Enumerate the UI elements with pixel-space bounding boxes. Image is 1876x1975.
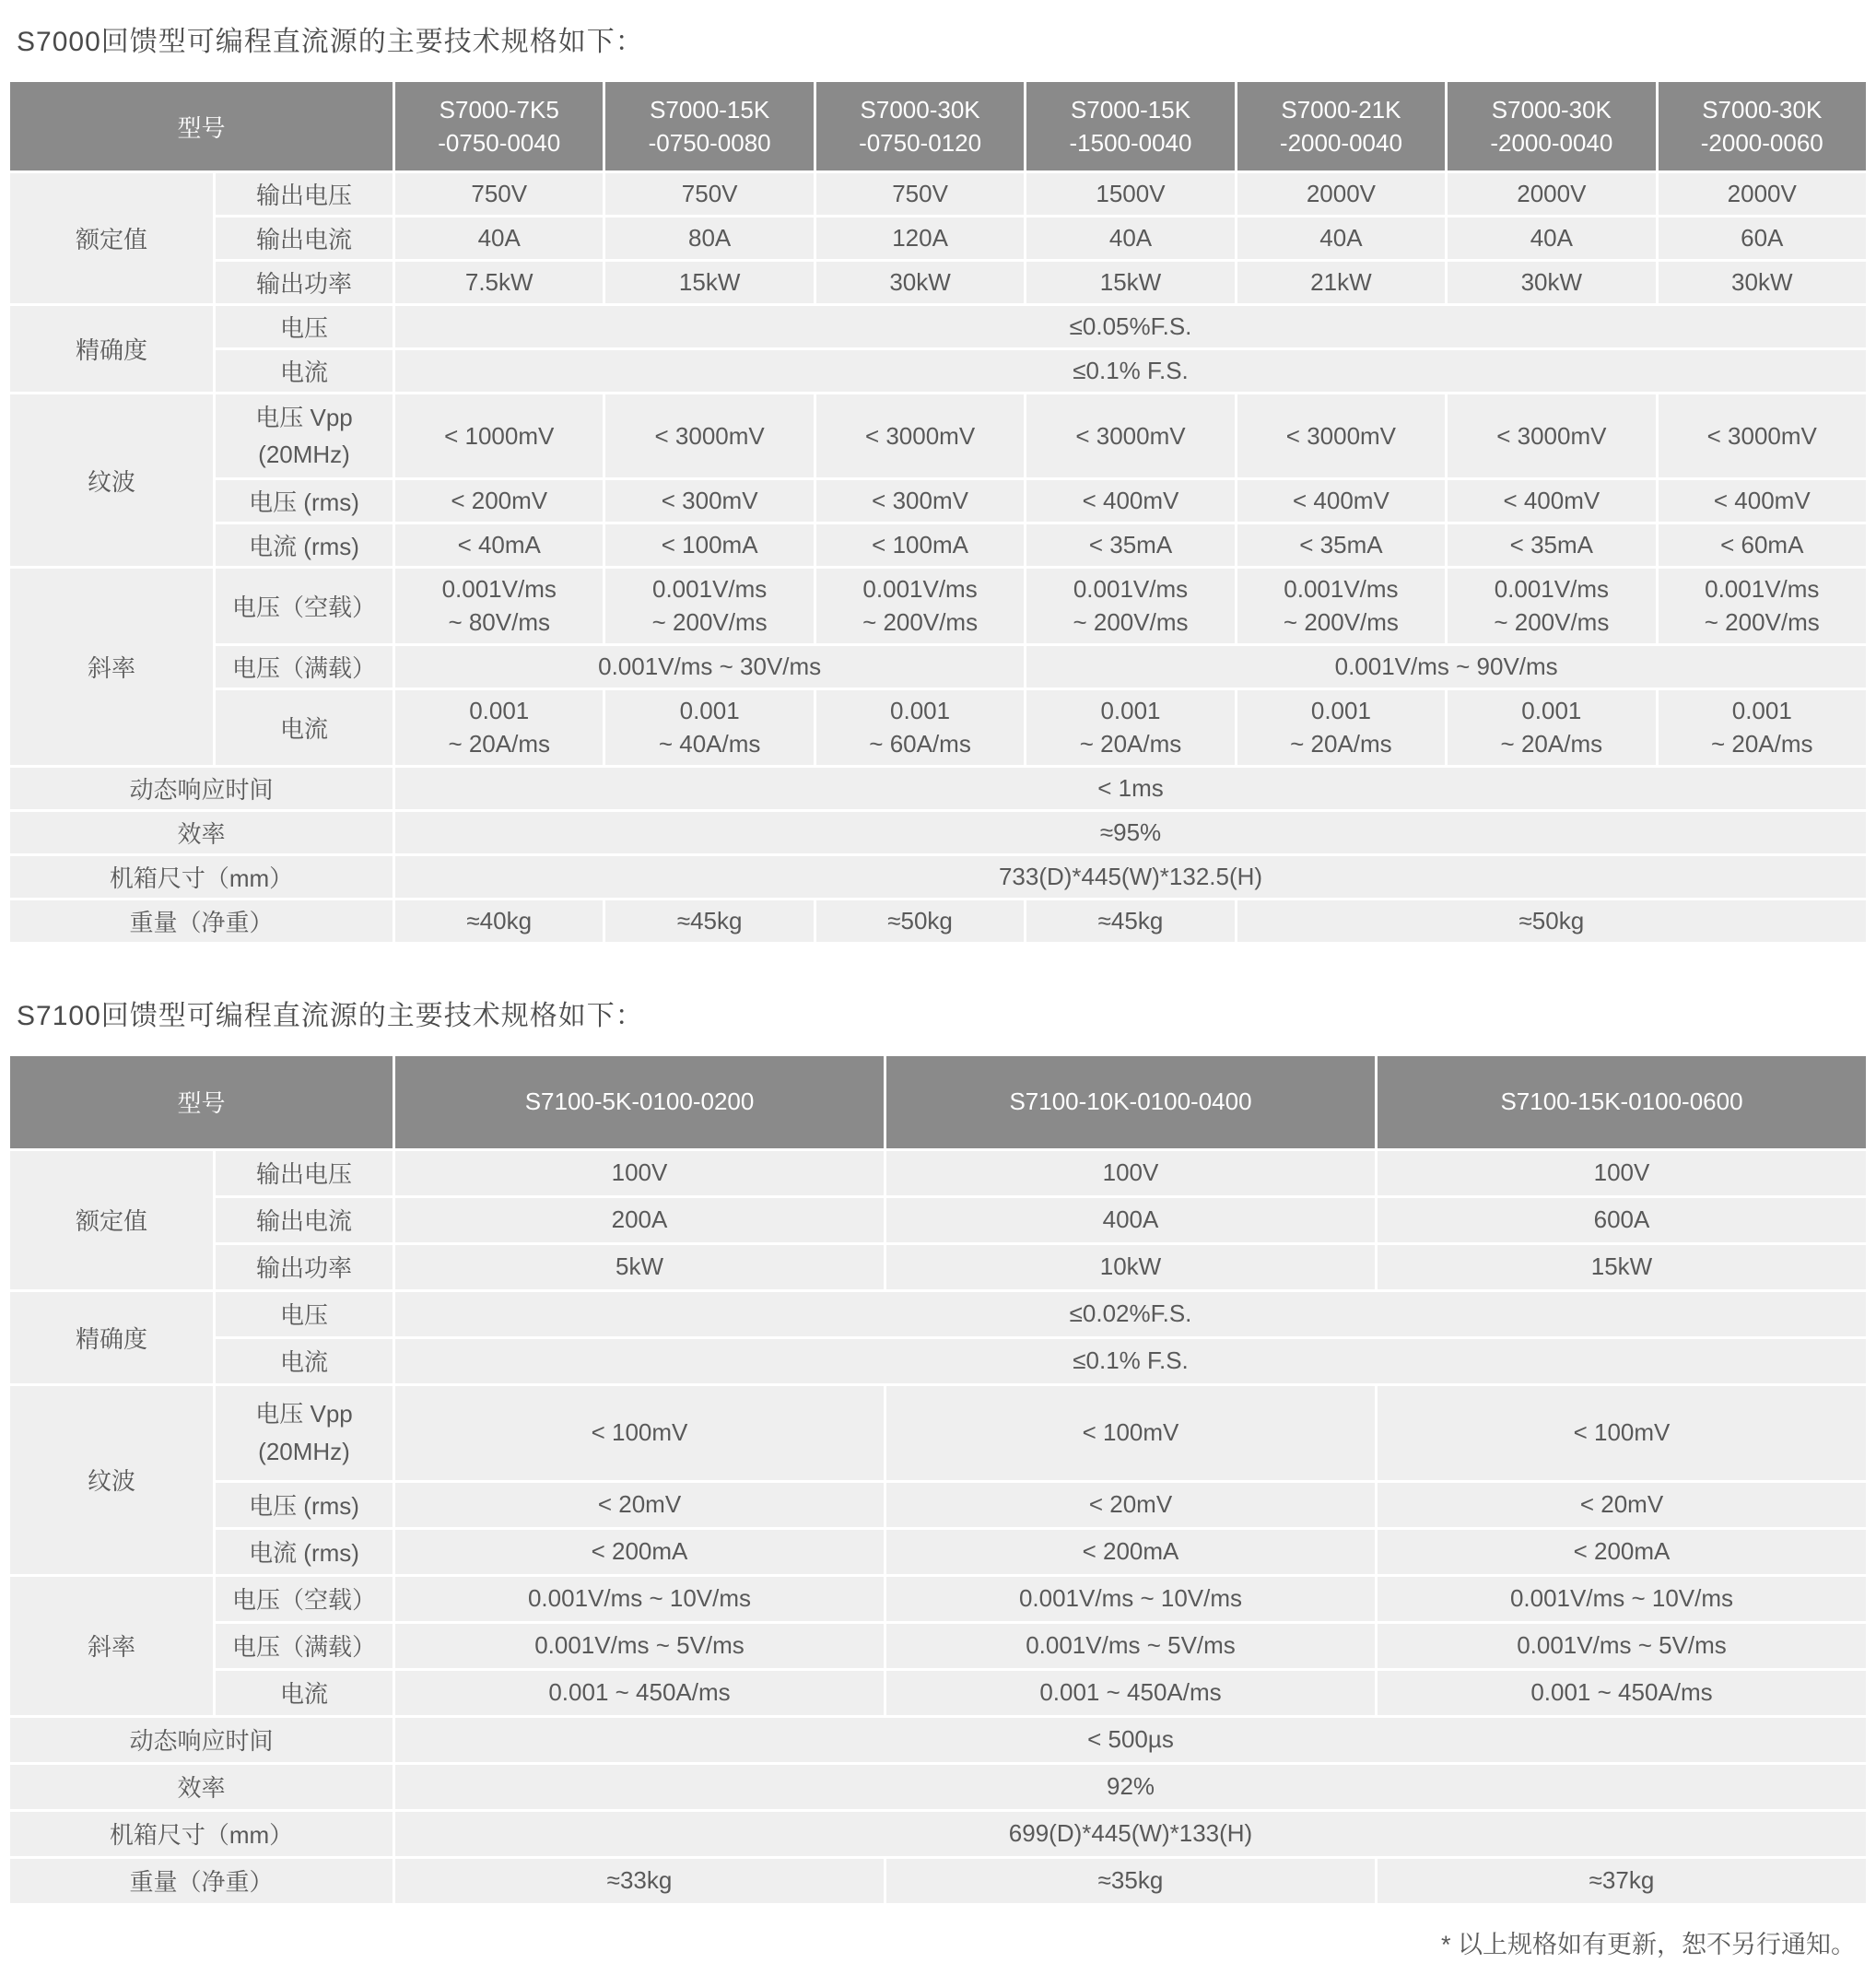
spec-value: 60A <box>1659 217 1866 259</box>
spec-value: 0.001 ~ 450A/ms <box>395 1671 884 1715</box>
row-label: 机箱尺寸（mm） <box>10 1812 393 1856</box>
value-line: ~ 60A/ms <box>869 730 971 758</box>
value-line: 0.001 <box>679 696 740 724</box>
spec-value: < 35mA <box>1026 524 1234 566</box>
model-name: -0750-0080 <box>648 129 771 157</box>
spec-value: 0.001 ~ 450A/ms <box>886 1671 1375 1715</box>
spec-value <box>816 690 1024 765</box>
value-line: ~ 200V/ms <box>651 608 768 637</box>
spec-value: ≤0.02%F.S. <box>395 1292 1866 1336</box>
group-label: 额定值 <box>10 173 213 303</box>
spec-value: ≈50kg <box>1237 900 1866 942</box>
row-label: 电流 <box>216 1339 393 1383</box>
spec-value: 30kW <box>816 262 1024 303</box>
spec-value: 40A <box>1026 217 1234 259</box>
row-label <box>216 394 393 477</box>
value-line: 0.001V/ms <box>1284 575 1399 603</box>
row-label: 电流 (rms) <box>216 1530 393 1574</box>
spec-value: 30kW <box>1448 262 1655 303</box>
group-label: 额定值 <box>10 1151 213 1289</box>
spec-value: < 400mV <box>1237 480 1445 522</box>
value-line: ~ 200V/ms <box>1704 608 1820 637</box>
row-label: 电压（空载） <box>216 569 393 643</box>
table-row <box>10 646 1866 688</box>
table-row <box>10 569 1866 643</box>
spec-value: ≈37kg <box>1378 1859 1866 1903</box>
value-line: ~ 200V/ms <box>862 608 979 637</box>
table-row <box>10 856 1866 898</box>
spec-value: < 35mA <box>1237 524 1445 566</box>
spec-value: < 35mA <box>1448 524 1655 566</box>
row-label: 电流 <box>216 690 393 765</box>
spec-value: < 100mA <box>605 524 813 566</box>
spec-value: ≈45kg <box>1026 900 1234 942</box>
spec-value: < 20mV <box>886 1483 1375 1527</box>
model-name: S7000-15K <box>650 95 770 123</box>
table-row <box>10 1624 1866 1668</box>
spec-value: 1500V <box>1026 173 1234 215</box>
row-label: 机箱尺寸（mm） <box>10 856 393 898</box>
table-row <box>10 1577 1866 1621</box>
spec-value: < 3000mV <box>1659 394 1866 477</box>
table-row <box>10 217 1866 259</box>
spec-value <box>605 690 813 765</box>
value-line: 0.001 <box>1100 696 1161 724</box>
spec-value <box>395 569 603 643</box>
spec-value: 15kW <box>1026 262 1234 303</box>
row-label: 效率 <box>10 1765 393 1809</box>
spec-value: < 1ms <box>395 768 1866 809</box>
table-row <box>10 173 1866 215</box>
t2-model-header-label: 型号 <box>10 1056 393 1148</box>
spec-value: < 60mA <box>1659 524 1866 566</box>
spec-value: 0.001 ~ 450A/ms <box>1378 1671 1866 1715</box>
s7100-spec-table <box>7 1053 1869 1906</box>
model-name: -2000-0040 <box>1279 129 1402 157</box>
spec-value: < 200mV <box>395 480 603 522</box>
spec-value: 750V <box>605 173 813 215</box>
spec-value <box>1448 569 1655 643</box>
row-label: 电流 <box>216 350 393 392</box>
spec-value: 7.5kW <box>395 262 603 303</box>
spec-value: < 100mV <box>1378 1386 1866 1480</box>
spec-value: ≤0.1% F.S. <box>395 350 1866 392</box>
row-label: 输出电压 <box>216 173 393 215</box>
spec-value: 100V <box>395 1151 884 1195</box>
row-label: 电流 <box>216 1671 393 1715</box>
spec-value: 40A <box>1448 217 1655 259</box>
table-row <box>10 900 1866 942</box>
t2-model-header: S7100-10K-0100-0400 <box>886 1056 1375 1148</box>
spec-value <box>1448 690 1655 765</box>
spec-value: < 500µs <box>395 1718 1866 1762</box>
table-row <box>10 1483 1866 1527</box>
spec-value: ≈50kg <box>816 900 1024 942</box>
model-name: S7000-30K <box>1491 95 1612 123</box>
spec-value: ≤0.05%F.S. <box>395 306 1866 347</box>
row-label: 输出功率 <box>216 262 393 303</box>
row-label: 电压 (rms) <box>216 1483 393 1527</box>
group-label: 斜率 <box>10 569 213 765</box>
spec-value: 2000V <box>1448 173 1655 215</box>
spec-value: 80A <box>605 217 813 259</box>
group-label: 纹波 <box>10 394 213 566</box>
row-label-line: (20MHz) <box>258 1437 350 1465</box>
table-row <box>10 1339 1866 1383</box>
spec-value <box>816 569 1024 643</box>
spec-value: ≈35kg <box>886 1859 1375 1903</box>
spec-value: 0.001V/ms ~ 5V/ms <box>1378 1624 1866 1668</box>
t2-model-header: S7100-15K-0100-0600 <box>1378 1056 1866 1148</box>
t1-header-row <box>10 82 1866 170</box>
table-row <box>10 1718 1866 1762</box>
spec-value: < 3000mV <box>1237 394 1445 477</box>
spec-value: < 100mV <box>395 1386 884 1480</box>
table-row <box>10 1292 1866 1336</box>
table-row <box>10 306 1866 347</box>
spec-value: < 3000mV <box>1448 394 1655 477</box>
table-row <box>10 480 1866 522</box>
value-line: 0.001 <box>1731 696 1792 724</box>
value-line: ~ 200V/ms <box>1283 608 1399 637</box>
t1-model-header <box>395 82 603 170</box>
spec-value: 15kW <box>1378 1245 1866 1289</box>
row-label: 效率 <box>10 812 393 853</box>
model-name: S7000-7K5 <box>439 95 559 123</box>
table-row <box>10 350 1866 392</box>
spec-value: < 100mV <box>886 1386 1375 1480</box>
group-label: 精确度 <box>10 1292 213 1383</box>
spec-value: 0.001V/ms ~ 90V/ms <box>1026 646 1866 688</box>
spec-value: 21kW <box>1237 262 1445 303</box>
s7000-section-title: S7000回馈型可编程直流源的主要技术规格如下： <box>17 27 644 57</box>
spec-value: 750V <box>395 173 603 215</box>
row-label: 输出电流 <box>216 1198 393 1242</box>
t1-model-header <box>1237 82 1445 170</box>
value-line: 0.001V/ms <box>652 575 768 603</box>
spec-value: < 400mV <box>1448 480 1655 522</box>
t1-model-header <box>1026 82 1234 170</box>
spec-value: 120A <box>816 217 1024 259</box>
model-name: S7000-30K <box>1702 95 1823 123</box>
spec-value: 30kW <box>1659 262 1866 303</box>
model-name: S7000-15K <box>1070 95 1191 123</box>
s7100-section-title: S7100回馈型可编程直流源的主要技术规格如下： <box>17 1000 644 1031</box>
spec-value: 100V <box>886 1151 1375 1195</box>
spec-value: < 40mA <box>395 524 603 566</box>
model-name: -2000-0060 <box>1700 129 1823 157</box>
value-line: 0.001V/ms <box>441 575 557 603</box>
value-line: ~ 20A/ms <box>1079 730 1182 758</box>
value-line: 0.001 <box>1521 696 1582 724</box>
spec-value: ≈95% <box>395 812 1866 853</box>
model-name: S7000-21K <box>1281 95 1401 123</box>
row-label-line: (20MHz) <box>258 441 350 468</box>
spec-value <box>605 569 813 643</box>
row-label: 输出电压 <box>216 1151 393 1195</box>
table-row <box>10 1386 1866 1480</box>
row-label: 动态响应时间 <box>10 768 393 809</box>
spec-value <box>395 690 603 765</box>
spec-value: 0.001V/ms ~ 5V/ms <box>886 1624 1375 1668</box>
value-line: 0.001V/ms <box>1705 575 1820 603</box>
table-row <box>10 394 1866 477</box>
spec-value: 0.001V/ms ~ 30V/ms <box>395 646 1024 688</box>
table-row <box>10 524 1866 566</box>
spec-value: < 200mA <box>1378 1530 1866 1574</box>
table-row <box>10 1765 1866 1809</box>
spec-value: 40A <box>395 217 603 259</box>
value-line: ~ 20A/ms <box>1290 730 1392 758</box>
spec-value: < 400mV <box>1026 480 1234 522</box>
row-label: 电压（空载） <box>216 1577 393 1621</box>
spec-value: 750V <box>816 173 1024 215</box>
group-label: 精确度 <box>10 306 213 392</box>
spec-value: < 300mV <box>605 480 813 522</box>
table-row <box>10 1530 1866 1574</box>
row-label-line: 电压 Vpp <box>255 403 353 431</box>
spec-value: < 400mV <box>1659 480 1866 522</box>
t1-model-header <box>605 82 813 170</box>
spec-value <box>1237 690 1445 765</box>
t1-model-header <box>1659 82 1866 170</box>
model-name: -0750-0040 <box>438 129 561 157</box>
t1-model-header-label: 型号 <box>10 82 393 170</box>
row-label: 电流 (rms) <box>216 524 393 566</box>
table-row <box>10 1245 1866 1289</box>
model-name: -2000-0040 <box>1490 129 1613 157</box>
spec-value: ≈33kg <box>395 1859 884 1903</box>
spec-value: 0.001V/ms ~ 10V/ms <box>1378 1577 1866 1621</box>
t2-header-row <box>10 1056 1866 1148</box>
row-label: 重量（净重） <box>10 1859 393 1903</box>
value-line: ~ 20A/ms <box>1710 730 1813 758</box>
value-line: ~ 200V/ms <box>1073 608 1189 637</box>
table-row <box>10 690 1866 765</box>
spec-value: < 3000mV <box>1026 394 1234 477</box>
spec-value: < 1000mV <box>395 394 603 477</box>
value-line: 0.001V/ms <box>1494 575 1609 603</box>
spec-value: < 100mA <box>816 524 1024 566</box>
row-label: 重量（净重） <box>10 900 393 942</box>
value-line: ~ 200V/ms <box>1494 608 1610 637</box>
t2-model-header: S7100-5K-0100-0200 <box>395 1056 884 1148</box>
row-label: 动态响应时间 <box>10 1718 393 1762</box>
row-label <box>216 1386 393 1480</box>
model-name: S7000-30K <box>860 95 980 123</box>
spec-value: < 20mV <box>1378 1483 1866 1527</box>
spec-value: 0.001V/ms ~ 5V/ms <box>395 1624 884 1668</box>
row-label: 输出电流 <box>216 217 393 259</box>
table-row <box>10 768 1866 809</box>
spec-value: 2000V <box>1659 173 1866 215</box>
table-row <box>10 812 1866 853</box>
spec-value: < 200mA <box>886 1530 1375 1574</box>
table-row <box>10 1671 1866 1715</box>
t1-model-header <box>1448 82 1655 170</box>
table-row <box>10 1198 1866 1242</box>
spec-value <box>1659 690 1866 765</box>
value-line: 0.001 <box>469 696 530 724</box>
spec-value: 600A <box>1378 1198 1866 1242</box>
spec-value: 92% <box>395 1765 1866 1809</box>
table-row <box>10 1151 1866 1195</box>
spec-value: < 200mA <box>395 1530 884 1574</box>
spec-value: 0.001V/ms ~ 10V/ms <box>395 1577 884 1621</box>
row-label: 电压 <box>216 1292 393 1336</box>
table-row <box>10 1812 1866 1856</box>
value-line: ~ 20A/ms <box>1500 730 1603 758</box>
spec-value: 733(D)*445(W)*132.5(H) <box>395 856 1866 898</box>
spec-value: ≤0.1% F.S. <box>395 1339 1866 1383</box>
spec-value: 100V <box>1378 1151 1866 1195</box>
group-label: 纹波 <box>10 1386 213 1574</box>
row-label: 电压 (rms) <box>216 480 393 522</box>
spec-value: < 3000mV <box>816 394 1024 477</box>
spec-value: ≈40kg <box>395 900 603 942</box>
spec-value: 10kW <box>886 1245 1375 1289</box>
row-label: 电压（满载） <box>216 1624 393 1668</box>
spec-value: 0.001V/ms ~ 10V/ms <box>886 1577 1375 1621</box>
row-label: 电压 <box>216 306 393 347</box>
row-label: 电压（满载） <box>216 646 393 688</box>
value-line: 0.001 <box>1310 696 1371 724</box>
spec-value: < 3000mV <box>605 394 813 477</box>
value-line: 0.001V/ms <box>862 575 978 603</box>
spec-value: ≈45kg <box>605 900 813 942</box>
spec-value <box>1026 690 1234 765</box>
row-label: 输出功率 <box>216 1245 393 1289</box>
spec-value: 40A <box>1237 217 1445 259</box>
value-line: ~ 40A/ms <box>658 730 761 758</box>
spec-value <box>1026 569 1234 643</box>
spec-value <box>1659 569 1866 643</box>
spec-value: 400A <box>886 1198 1375 1242</box>
spec-value: 5kW <box>395 1245 884 1289</box>
group-label: 斜率 <box>10 1577 213 1715</box>
spec-value: 2000V <box>1237 173 1445 215</box>
value-line: 0.001V/ms <box>1073 575 1189 603</box>
model-name: -0750-0120 <box>859 129 982 157</box>
spec-value: 15kW <box>605 262 813 303</box>
spec-value: 200A <box>395 1198 884 1242</box>
t1-model-header <box>816 82 1024 170</box>
update-disclaimer-note: * 以上规格如有更新，恕不另行通知。 <box>1440 1930 1856 1958</box>
value-line: 0.001 <box>890 696 951 724</box>
spec-value: 699(D)*445(W)*133(H) <box>395 1812 1866 1856</box>
table-row <box>10 1859 1866 1903</box>
model-name: -1500-0040 <box>1069 129 1192 157</box>
value-line: ~ 80V/ms <box>448 608 550 637</box>
spec-value: < 20mV <box>395 1483 884 1527</box>
spec-value: < 300mV <box>816 480 1024 522</box>
row-label-line: 电压 Vpp <box>255 1400 353 1428</box>
value-line: ~ 20A/ms <box>448 730 550 758</box>
table-row <box>10 262 1866 303</box>
spec-value <box>1237 569 1445 643</box>
s7000-spec-table <box>7 79 1869 945</box>
